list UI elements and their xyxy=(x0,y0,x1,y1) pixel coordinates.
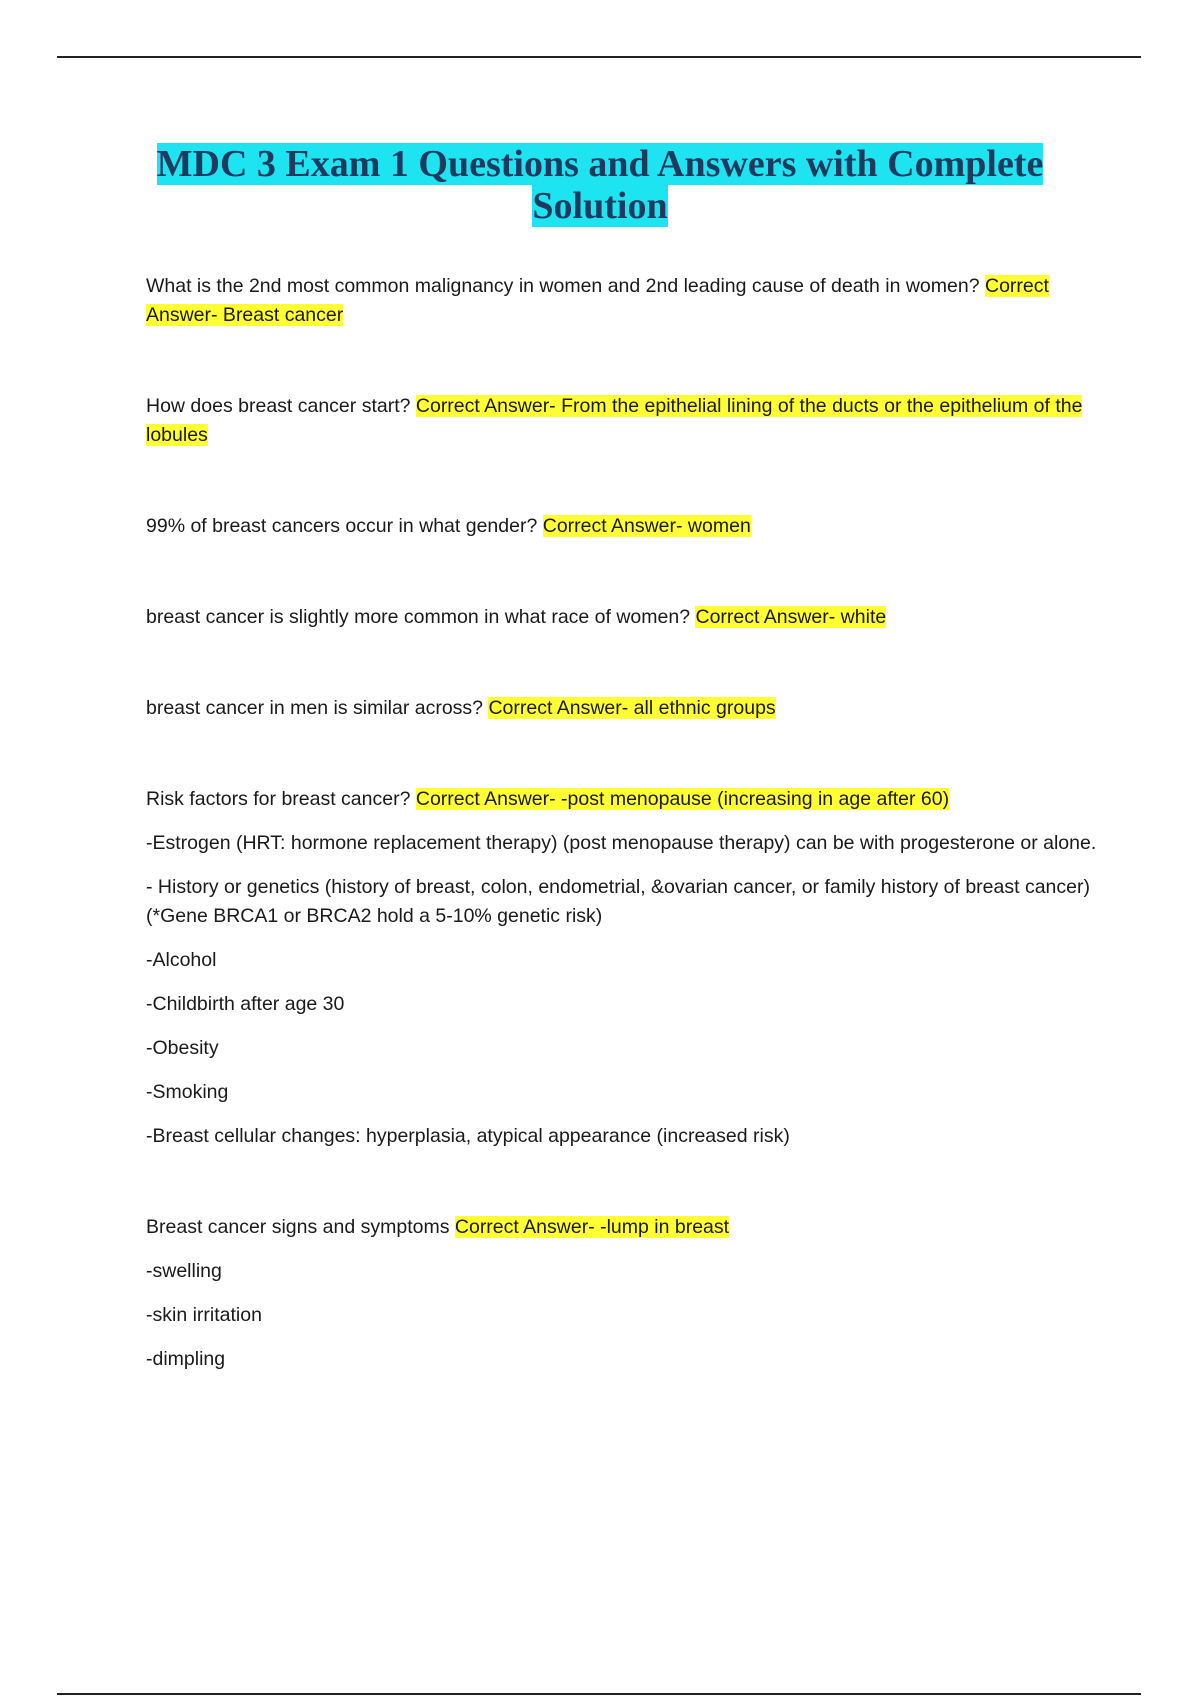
bottom-rule xyxy=(57,1693,1141,1695)
qa-item-2 xyxy=(146,392,1106,450)
detail-line: -Childbirth after age 30 xyxy=(146,993,345,1015)
detail-line: -skin irritation xyxy=(146,1304,262,1326)
detail-line: -swelling xyxy=(146,1260,222,1282)
qa-item-5 xyxy=(146,694,1106,723)
answer-text: Correct Answer- women xyxy=(542,515,751,537)
answer-text: Correct Answer- Breast cancer xyxy=(146,275,1049,326)
document-title xyxy=(150,143,1050,227)
detail-line: -Obesity xyxy=(146,1037,219,1059)
qa-item-4 xyxy=(146,603,1106,632)
question-text: How does breast cancer start? xyxy=(146,395,411,417)
question-text: 99% of breast cancers occur in what gender? xyxy=(146,515,538,537)
answer-text: Correct Answer- From the epithelial lining of the ducts or the epithelium of the lobules xyxy=(146,395,1083,446)
detail-line: -dimpling xyxy=(146,1348,226,1370)
detail-line: - History or genetics (history of breast, colon, endometrial, &ovarian cancer, or family history of breast cancer) (*Gene BRCA1 or BRCA2 hold a 5-10% genetic risk) xyxy=(146,876,1090,927)
question-text: breast cancer in men is similar across? xyxy=(146,697,484,719)
question-text: Risk factors for breast cancer? xyxy=(146,788,411,810)
question-text: breast cancer is slightly more common in what race of women? xyxy=(146,606,691,628)
detail-line: -Alcohol xyxy=(146,949,217,971)
title-line-2: Solution xyxy=(532,185,668,227)
top-rule xyxy=(57,56,1141,58)
answer-text: Correct Answer- -lump in breast xyxy=(454,1216,730,1238)
question-text: Breast cancer signs and symptoms xyxy=(146,1216,450,1238)
detail-line: -Estrogen (HRT: hormone replacement therapy) (post menopause therapy) can be with progesterone or alone. xyxy=(146,832,1097,854)
detail-line: -Smoking xyxy=(146,1081,229,1103)
answer-text: Correct Answer- all ethnic groups xyxy=(488,697,776,719)
detail-line: -Breast cellular changes: hyperplasia, atypical appearance (increased risk) xyxy=(146,1125,790,1147)
qa-item-6 xyxy=(146,785,1106,814)
question-text: What is the 2nd most common malignancy in women and 2nd leading cause of death in women? xyxy=(146,275,980,297)
title-line-1: MDC 3 Exam 1 Questions and Answers with Complete xyxy=(156,143,1044,185)
qa-item-1 xyxy=(146,272,1106,330)
answer-text: Correct Answer- white xyxy=(695,606,887,628)
qa-item-3 xyxy=(146,512,1106,541)
qa-list xyxy=(146,272,1106,1374)
qa-item-7 xyxy=(146,1213,1106,1242)
answer-text: Correct Answer- -post menopause (increasing in age after 60) xyxy=(415,788,950,810)
